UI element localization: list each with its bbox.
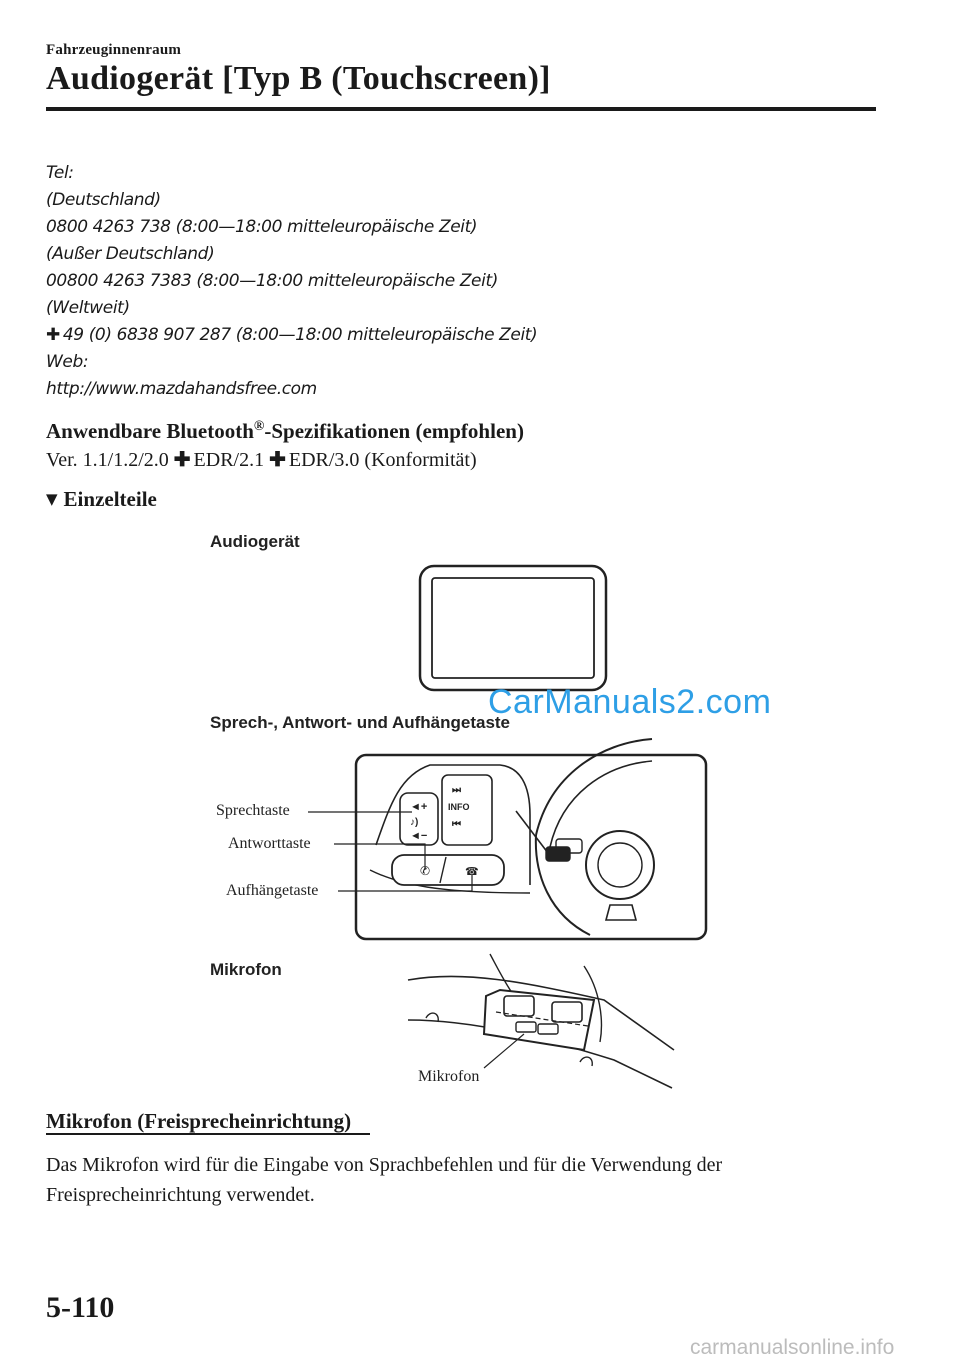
outside-germany-label: (Außer Deutschland) — [46, 244, 215, 264]
talk-button-callout: Sprechtaste — [216, 802, 290, 819]
germany-label: (Deutschland) — [46, 190, 161, 210]
page-title: Audiogerät [Typ B (Touchscreen)] — [46, 60, 551, 97]
title-divider — [46, 107, 876, 111]
touchscreen-illustration — [418, 564, 608, 692]
germany-number: 0800 4263 738 (8:00—18:00 mitteleuropäische Zeit) — [46, 217, 478, 237]
touchscreen-display — [432, 578, 594, 678]
tel-label: Tel: — [46, 163, 74, 183]
map-light-right — [552, 1002, 582, 1022]
wheel-switch-highlight — [546, 847, 570, 861]
bluetooth-spec-heading — [46, 419, 524, 444]
contact-block — [46, 160, 537, 403]
microphone-figure-label: Mikrofon — [210, 960, 282, 979]
version-part3: EDR/3.0 (Konformität) — [288, 449, 477, 471]
outside-germany-number: 00800 4263 7383 (8:00—18:00 mitteleuropäische Zeit) — [46, 271, 498, 291]
microphone-callout: Mikrofon — [418, 1068, 480, 1085]
parts-heading — [46, 487, 157, 512]
next-track-icon: ⏭ — [452, 785, 461, 796]
microphone-left — [516, 1022, 536, 1032]
web-url-link[interactable]: http://www.mazdahandsfree.com — [46, 379, 317, 399]
watermark-text: CarManuals2.com — [488, 683, 772, 721]
page-number: 5-110 — [46, 1291, 115, 1324]
microphone-heading: Mikrofon (Freisprecheinrichtung) — [46, 1109, 352, 1133]
bluetooth-spec-versions — [46, 447, 477, 472]
switch-inset-box — [356, 755, 706, 939]
section-label: Fahrzeuginnenraum — [46, 42, 182, 58]
info-button-label: INFO — [448, 802, 470, 812]
plus-icon: ✚ — [269, 449, 286, 471]
talk-icon: ♪) — [410, 817, 419, 828]
plus-icon: ✚ — [46, 325, 60, 345]
microphone-leader-line — [484, 1034, 524, 1068]
sun-visor-clip-right — [580, 1057, 592, 1066]
volume-down-icon: ◄− — [410, 830, 428, 842]
parts-heading-text: Einzelteile — [63, 487, 157, 511]
answer-button-callout: Antworttaste — [228, 835, 311, 852]
microphone-heading-underline — [46, 1133, 370, 1135]
wheel-hub-logo — [598, 843, 642, 887]
web-label: Web: — [46, 352, 89, 372]
version-part2: EDR/2.1 — [193, 449, 265, 471]
worldwide-line — [46, 322, 537, 349]
triangle-down-icon: ▼ — [46, 490, 58, 508]
hangup-phone-icon: ☎ — [465, 865, 479, 878]
registered-mark: ® — [253, 419, 265, 434]
prev-track-icon: ⏮ — [452, 819, 461, 830]
audio-unit-label: Audiogerät — [210, 532, 300, 551]
worldwide-number: 49 (0) 6838 907 287 (8:00—18:00 mitteleuropäische Zeit) — [62, 325, 538, 345]
hangup-button-callout: Aufhängetaste — [226, 882, 319, 899]
wheel-lower-spoke — [606, 905, 636, 920]
answer-phone-icon: ✆ — [420, 864, 431, 878]
plus-icon: ✚ — [173, 449, 191, 471]
footer-watermark: carmanualsonline.info — [690, 1336, 895, 1359]
worldwide-label: (Weltweit) — [46, 298, 130, 318]
volume-up-icon: ◄+ — [410, 801, 428, 813]
call-button-housing — [392, 855, 504, 885]
microphone-right — [538, 1024, 558, 1034]
switch-figure-label: Sprech-, Antwort- und Aufhängetaste — [210, 713, 511, 732]
version-part1: Ver. 1.1/1.2/2.0 — [46, 449, 169, 471]
spec-heading-part2: -Spezifikationen (empfohlen) — [264, 419, 524, 443]
microphone-body: Das Mikrofon wird für die Eingabe von Sprachbefehlen und für die Verwendung der Freisprecheinrichtung verwendet. — [46, 1154, 723, 1206]
map-light-left — [504, 996, 534, 1016]
spec-heading-part1: Anwendbare Bluetooth — [46, 419, 254, 443]
